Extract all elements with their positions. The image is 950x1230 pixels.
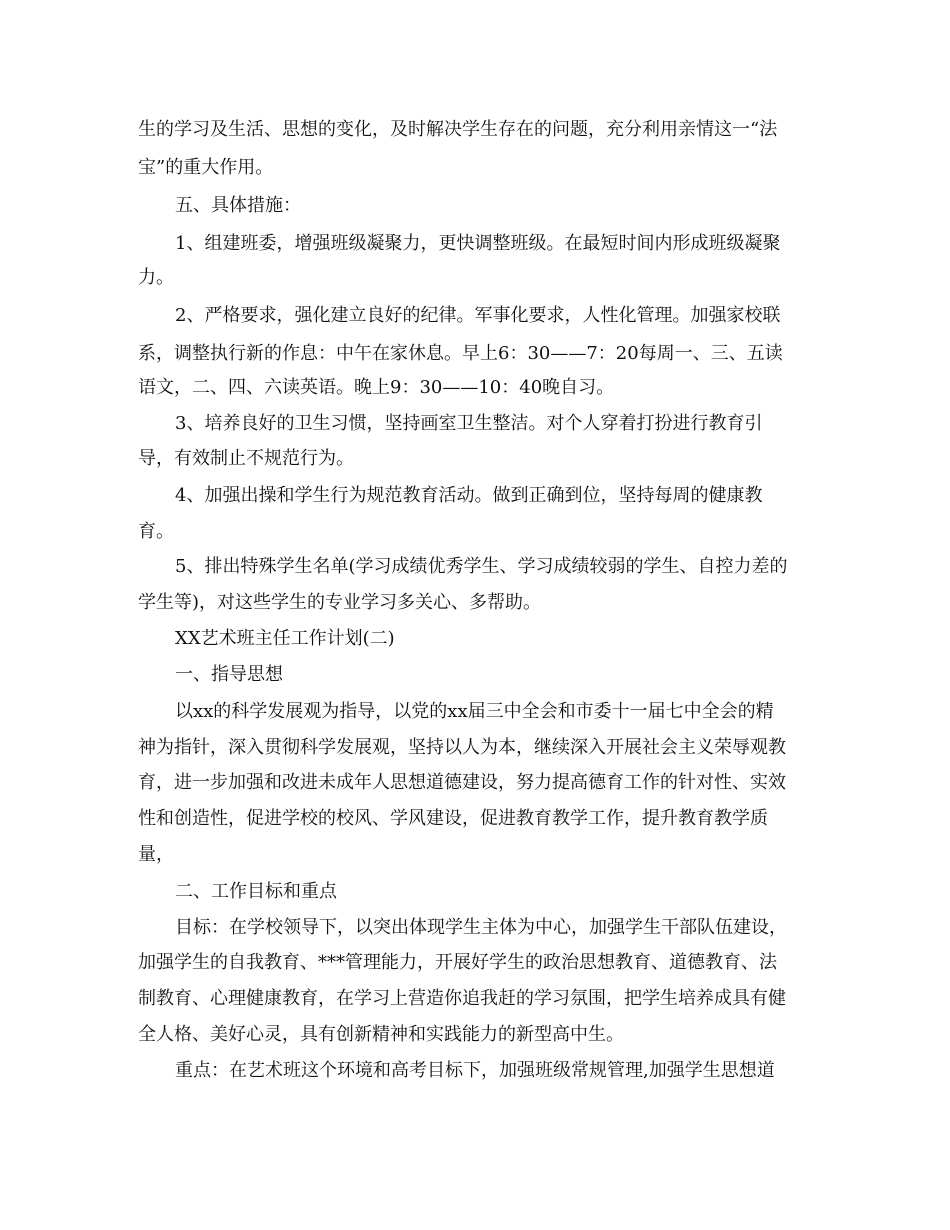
text-line: 5、排出特殊学生名单(学习成绩优秀学生、学习成绩较弱的学生、自控力差的 [175,556,788,577]
text-line: 育。 [138,521,174,542]
text-line: 量， [138,844,174,865]
text-line: 以xx的科学发展观为指导，以党的xx届三中全会和市委十一届七中全会的精 [175,701,774,722]
section-heading: 一、指导思想 [175,664,283,685]
text-line: 性和创造性，促进学校的校风、学风建设，促进教育教学工作，提升教育教学质 [138,808,768,829]
text-line: 导，有效制止不规范行为。 [138,448,354,469]
section-heading: 二、工作目标和重点 [175,881,337,902]
text-line: 4、加强出操和学生行为规范教育活动。做到正确到位，坚持每周的健康教 [175,485,763,506]
text-line: 神为指针，深入贯彻科学发展观，坚持以人为本，继续深入开展社会主义荣辱观教 [138,737,786,758]
text-line: 2、严格要求，强化建立良好的纪律。军事化要求，人性化管理。加强家校联 [175,305,781,326]
text-line: 宝”的重大作用。 [138,157,274,178]
text-line: 1、组建班委，增强班级凝聚力，更快调整班级。在最短时间内形成班级凝聚 [175,233,781,254]
text-line: 育，进一步加强和改进未成年人思想道德建设，努力提高德育工作的针对性、实效 [138,772,786,793]
text-line: 系，调整执行新的作息：中午在家休息。早上6：30——7：20每周一、三、五读 [138,343,783,364]
text-line: 制教育、心理健康教育，在学习上营造你追我赶的学习氛围，把学生培养成具有健 [138,988,786,1009]
text-line: 学生等)，对这些学生的专业学习多关心、多帮助。 [138,592,542,613]
section-heading: 五、具体措施： [175,195,301,216]
document-subtitle: XX艺术班主任工作计划(二) [175,628,395,649]
text-line: 加强学生的自我教育、***管理能力，开展好学生的政治思想教育、道德教育、法 [138,952,777,973]
text-line: 全人格、美好心灵，具有创新精神和实践能力的新型高中生。 [138,1024,624,1045]
text-line: 语文，二、四、六读英语。晚上9：30——10：40晚自习。 [138,377,615,398]
text-line: 目标：在学校领导下，以突出体现学生主体为中心，加强学生干部队伍建设， [175,917,787,938]
text-line: 生的学习及生活、思想的变化，及时解决学生存在的问题，充分利用亲情这一“法 [138,119,778,140]
text-line: 力。 [138,267,174,288]
text-line: 3、培养良好的卫生习惯，坚持画室卫生整洁。对个人穿着打扮进行教育引 [175,413,763,434]
text-line: 重点：在艺术班这个环境和高考目标下，加强班级常规管理,加强学生思想道 [175,1060,775,1081]
